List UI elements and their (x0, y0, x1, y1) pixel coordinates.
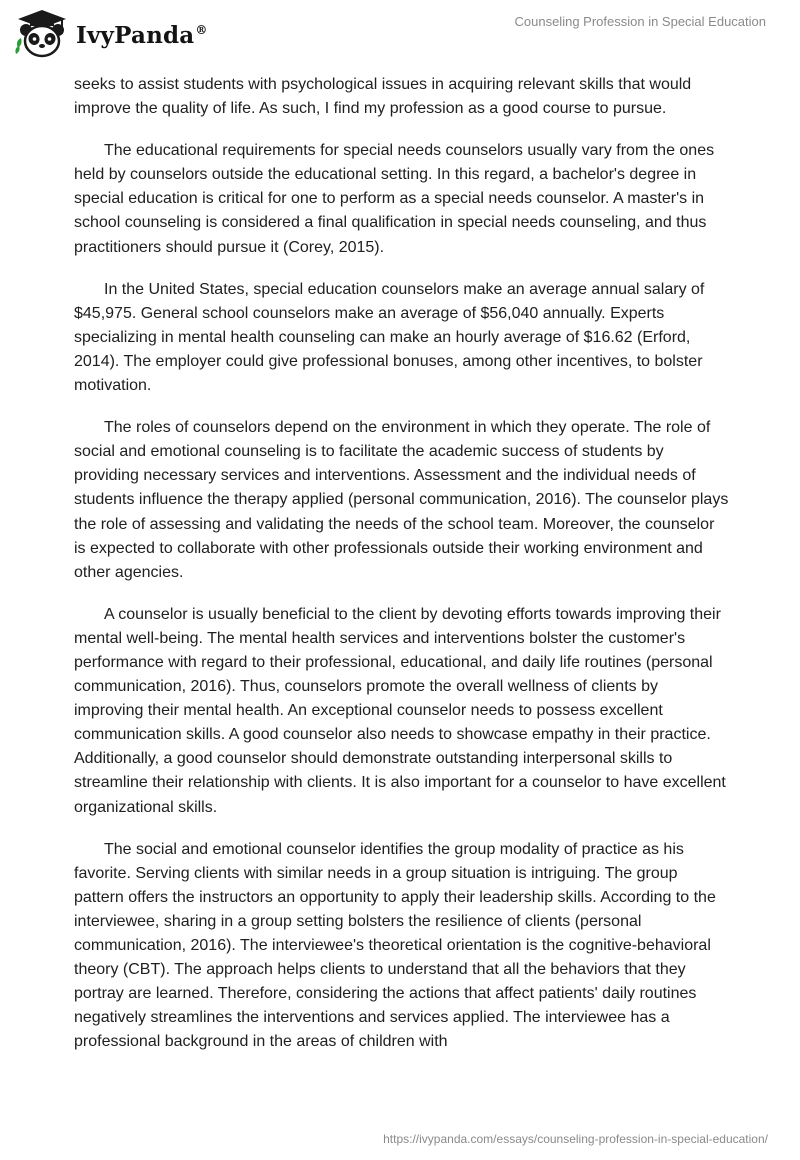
essay-body (74, 73, 730, 1072)
paragraph-benefits-skills: A counselor is usually beneficial to the client by devoting efforts towards improving their mental well-being. The mental health services and interventions bolster the customer's performance with regard to their professional, educational, and daily life routines (personal communication, 2016). Thus, counselors promote the overall wellness of clients by improving their mental health. An exceptional counselor needs to possess excellent communication skills. A good counselor also needs to showcase empathy in their practice. Additionally, a good counselor should demonstrate outstanding interpersonal skills to streamline their relationship with clients. It is also important for a counselor to have excellent organizational skills. (74, 605, 726, 816)
paragraph-salary: In the United States, special education counselors make an average annual salary of $45,975. General school counselors make an average of $56,040 annually. Experts specializing in mental health counseling can make an hourly average of $16.62 (Erford, 2014). The employer could give professional bonuses, among other incentives, to bolster motivation. (74, 280, 705, 395)
paragraph-educational-requirements: The educational requirements for special needs counselors usually vary from the ones held by counselors outside the educational setting. In this regard, a bachelor's degree in special education is critical for one to perform as a special needs counselor. A master's in school counseling is considered a final qualification in special needs counseling, and thus practitioners should pursue it (Corey, 2015). (74, 142, 715, 256)
paragraph-continuation: seeks to assist students with psychological issues in acquiring relevant skills that would improve the quality of life. As such, I find my profession as a good course to pursue. (74, 76, 692, 118)
document-title: Counseling Profession in Special Education (514, 14, 766, 29)
panda-graduate-icon (14, 8, 70, 60)
registered-mark: ® (195, 22, 208, 37)
brand-name (76, 22, 208, 49)
brand-logo[interactable] (14, 8, 208, 60)
page-header (0, 0, 800, 66)
source-url-link[interactable]: https://ivypanda.com/essays/counseling-profession-in-special-education/ (383, 1132, 768, 1146)
paragraph-group-modality: The social and emotional counselor identifies the group modality of practice as his favorite. Serving clients with similar needs in a group situation is intriguing. The group pattern offers the instructors an opportunity to apply their leadership skills. According to the interviewee, sharing in a group setting bolsters the resilience of clients (personal communication, 2016). The interviewee's theoretical orientation is the cognitive-behavioral theory (CBT). The approach helps clients to understand that all the behaviors that they portray are learned. Therefore, considering the actions that affect patients' daily routines negatively streamlines the interventions and services applied. The interviewee has a professional background in the areas of children with (74, 840, 716, 1051)
paragraph-roles: The roles of counselors depend on the environment in which they operate. The role of social and emotional counseling is to facilitate the academic success of students by providing necessary services and interventions. Assessment and the individual needs of students influence the therapy applied (personal communication, 2016). The counselor plays the role of assessing and validating the needs of the school team. Moreover, the counselor is expected to collaborate with other professionals outside their working environment and other agencies. (74, 419, 729, 581)
brand-name-text: IvyPanda (76, 21, 195, 49)
